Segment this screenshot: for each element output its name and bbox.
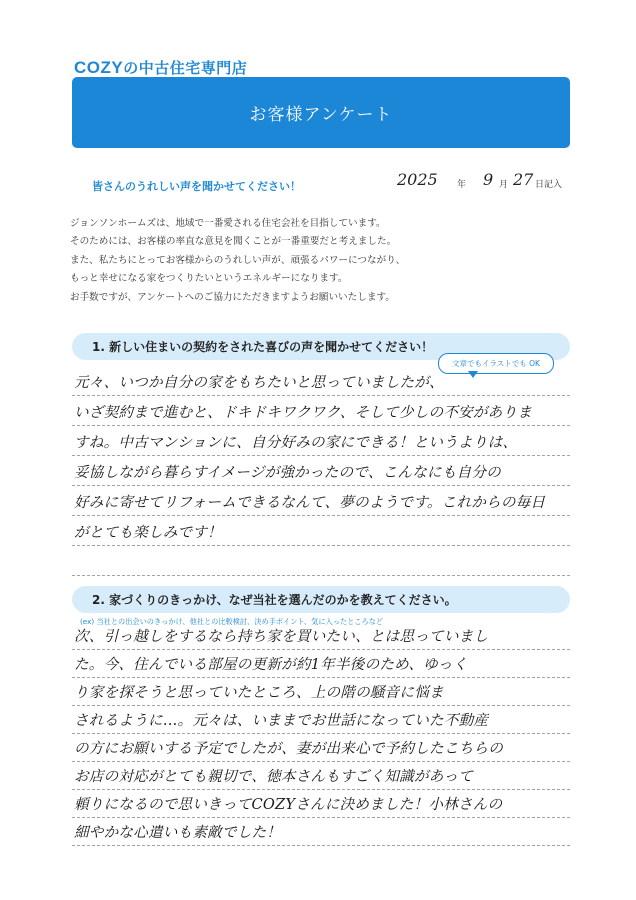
answer-line	[72, 546, 570, 576]
date-field	[395, 170, 573, 192]
answer-text: 次、引っ越しをするなら持ち家を買いたい、とは思っていまし	[74, 628, 489, 645]
page-title: お客様アンケート	[72, 77, 570, 148]
brand-logo	[74, 57, 247, 78]
intro-line: お手数ですが、アンケートへのご協力にただきますようお願いいたします。	[70, 291, 395, 303]
intro-paragraph	[70, 215, 570, 307]
answer-line	[72, 622, 570, 650]
answer-text: 頼りになるので思いきってCOZYさんに決めました！小林さんの	[74, 796, 503, 813]
brand-name: COZY	[74, 58, 124, 77]
answer-text: 細やかな心遣いも素敵でした！	[74, 824, 282, 841]
answer-line	[72, 790, 570, 818]
answer-line	[72, 456, 570, 486]
question-1-heading: 1. 新しい住まいの契約をされた喜びの声を聞かせてください！	[72, 333, 570, 360]
lead-text: 皆さんのうれしい声を聞かせてください！	[92, 180, 301, 193]
answer-line	[72, 818, 570, 846]
question-2-answer	[72, 622, 570, 846]
answer-line	[72, 678, 570, 706]
intro-line: もっと幸せになる家をつくりたいというエネルギーになります。	[70, 273, 348, 285]
date-year: 2025	[397, 170, 438, 189]
answer-text: た。今、住んでいる部屋の更新が約1年半後のため、ゆっく	[74, 656, 468, 673]
intro-line: また、私たちにとってお客様からのうれしい声が、頑張るパワーにつながり、	[70, 254, 406, 266]
brand-suffix: の中古住宅専門店	[123, 59, 248, 77]
answer-line	[72, 650, 570, 678]
question-2-heading: 2. 家づくりのきっかけ、なぜ当社を選んだのかを教えてください。	[72, 586, 570, 613]
answer-text: お店の対応がとても親切で、徳本さんもすごく知識があって	[74, 768, 473, 785]
answer-line	[72, 762, 570, 790]
answer-line	[72, 516, 570, 546]
answer-text: 妥協しながら暮らすイメージが強かったので、こんなにも自分の	[74, 464, 501, 481]
answer-line	[72, 486, 570, 516]
intro-line: そのためには、お客様の率直な意見を聞くことが一番重要だと考えました。	[70, 236, 397, 248]
question-2-hint: (ex) 当社との出会いのきっかけ、他社との比較検討、決め手ポイント、気に入ったところなど	[80, 617, 384, 626]
date-year-label: 年	[457, 180, 467, 190]
date-month: 9	[483, 170, 494, 189]
answer-line	[72, 706, 570, 734]
date-day: 27	[513, 170, 534, 189]
answer-text: 元々、いつか自分の家をもちたいと思っていましたが、	[74, 374, 444, 391]
date-month-label: 月	[499, 180, 509, 190]
hint-bubble: 文章でもイラストでも OK	[438, 353, 554, 374]
answer-text: されるように…。元々は、いままでお世話になっていた不動産	[74, 712, 489, 729]
answer-line	[72, 366, 570, 396]
answer-text: 好みに寄せてリフォームできるなんて、夢のようです。これからの毎日	[74, 494, 546, 511]
intro-line: ジョンソンホームズは、地域で一番愛される住宅会社を目指しています。	[70, 218, 386, 229]
answer-text: すね。中古マンションに、自分好みの家にできる！というよりは、	[74, 434, 518, 451]
question-1-answer	[72, 366, 570, 576]
answer-line	[72, 426, 570, 456]
answer-line	[72, 396, 570, 426]
answer-line	[72, 734, 570, 762]
date-day-label: 日記入	[535, 180, 563, 190]
answer-text: いざ契約まで進むと、ドキドキワクワク、そして少しの不安がありま	[74, 404, 533, 421]
answer-text: り家を探そうと思っていたところ、上の階の騒音に悩ま	[74, 684, 444, 701]
answer-text: の方にお願いする予定でしたが、妻が出来心で予約したこちらの	[74, 740, 504, 757]
answer-text: がとても楽しみです！	[74, 524, 222, 541]
